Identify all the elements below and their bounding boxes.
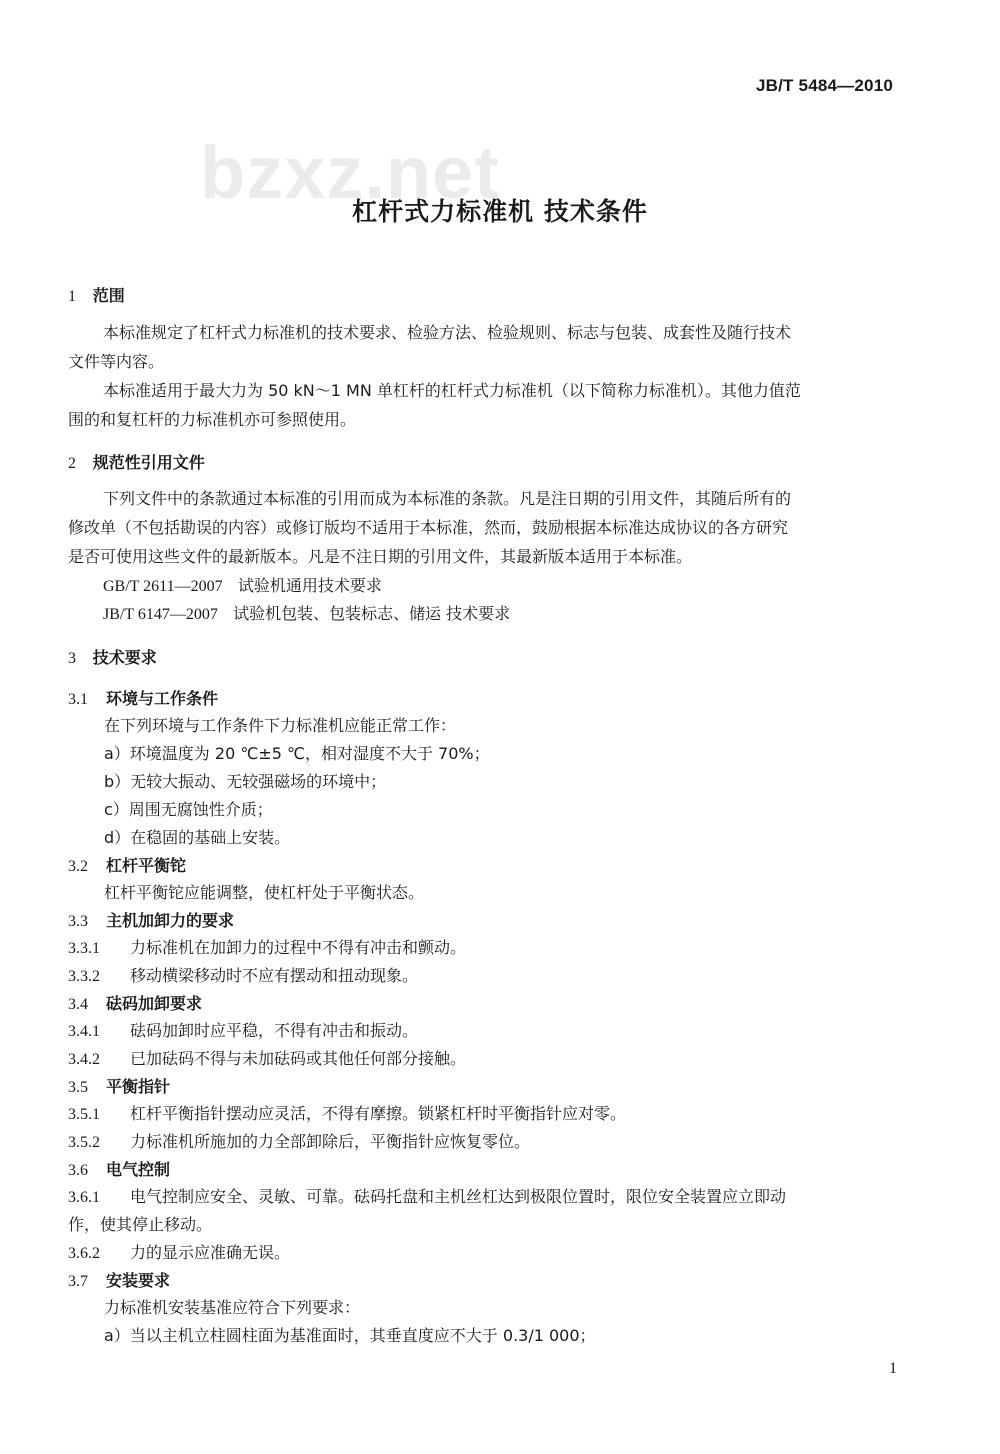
paragraph-line: 修改单（不包括勘误的内容）或修订版均不适用于本标准，然而，鼓励根据本标准达成协议的各方研究 bbox=[68, 518, 789, 537]
clause-number: 3.6 bbox=[68, 1162, 88, 1179]
clause-title: 安装要求 bbox=[106, 1271, 171, 1290]
reference-entry bbox=[68, 577, 935, 596]
paragraph-line: 在下列环境与工作条件下力标准机应能正常工作： bbox=[104, 716, 457, 735]
paragraph-line: 本标准适用于最大力为 50 kN～1 MN 单杠杆的杠杆式力标准机（以下简称力标准机）。其他力值范 bbox=[103, 381, 801, 400]
clause-text: 电气控制应安全、灵敏、可靠。砝码托盘和主机丝杠达到极限位置时，限位安全装置应立即动 bbox=[130, 1187, 787, 1206]
clause-text: 杠杆平衡指针摆动应灵活，不得有摩擦。锁紧杠杆时平衡指针应对零。 bbox=[130, 1104, 627, 1123]
clause-title: 平衡指针 bbox=[106, 1077, 171, 1096]
clause-title: 砝码加卸要求 bbox=[106, 994, 203, 1013]
list-item: b）无较大振动、无较强磁场的环境中； bbox=[104, 772, 387, 791]
section-1-heading bbox=[68, 287, 900, 306]
clause-text: 力的显示应准确无误。 bbox=[130, 1243, 291, 1262]
list-item: a）环境温度为 20 ℃±5 ℃，相对湿度不大于 70%； bbox=[104, 744, 490, 763]
page-number: 1 bbox=[889, 1360, 897, 1377]
clause-number: 3.2 bbox=[68, 858, 88, 875]
clause-text: 已加砝码不得与未加砝码或其他任何部分接触。 bbox=[130, 1049, 467, 1068]
subclause bbox=[68, 1050, 900, 1069]
paragraph-line: 围的和复杠杆的力标准机亦可参照使用。 bbox=[68, 410, 357, 429]
clause-number: 3.7 bbox=[68, 1273, 88, 1290]
clause-number: 3.1 bbox=[68, 691, 88, 708]
clause-number: 3.3.2 bbox=[68, 968, 100, 985]
clause-title: 环境与工作条件 bbox=[106, 689, 219, 708]
clause-heading bbox=[68, 690, 900, 709]
clause-heading bbox=[68, 1078, 900, 1097]
reference-entry bbox=[68, 605, 935, 624]
clause-number: 3.3 bbox=[68, 913, 88, 930]
clause-number: 3.5.1 bbox=[68, 1106, 100, 1123]
clause-title: 主机加卸力的要求 bbox=[106, 911, 235, 930]
subclause bbox=[68, 1188, 900, 1207]
watermark: bzxz.net bbox=[200, 131, 500, 214]
reference-code: GB/T 2611—2007 bbox=[103, 578, 223, 595]
clause-title: 杠杆平衡铊 bbox=[106, 856, 187, 875]
section-2-heading bbox=[68, 454, 900, 473]
section-title: 规范性引用文件 bbox=[92, 453, 205, 472]
subclause bbox=[68, 1244, 900, 1263]
reference-title: 试验机通用技术要求 bbox=[237, 576, 382, 595]
document-title: 杠杆式力标准机 技术条件 bbox=[352, 197, 648, 226]
paragraph-line: 是否可使用这些文件的最新版本。凡是不注日期的引用文件，其最新版本适用于本标准。 bbox=[68, 547, 693, 566]
section-number: 1 bbox=[68, 288, 76, 305]
clause-number: 3.6.1 bbox=[68, 1189, 100, 1206]
list-item: c）周围无腐蚀性介质； bbox=[104, 800, 273, 819]
paragraph-line: 作，使其停止移动。 bbox=[68, 1215, 213, 1234]
clause-heading bbox=[68, 857, 900, 876]
clause-number: 3.6.2 bbox=[68, 1245, 100, 1262]
subclause bbox=[68, 1133, 900, 1152]
clause-text: 力标准机所施加的力全部卸除后，平衡指针应恢复零位。 bbox=[130, 1132, 531, 1151]
paragraph-line: 力标准机安装基准应符合下列要求： bbox=[104, 1298, 361, 1317]
clause-heading bbox=[68, 1272, 900, 1291]
paragraph-line: 文件等内容。 bbox=[68, 352, 165, 371]
list-item: a）当以主机立柱圆柱面为基准面时，其垂直度应不大于 0.3/1 000； bbox=[104, 1326, 596, 1345]
section-title: 技术要求 bbox=[92, 648, 157, 667]
clause-number: 3.5.2 bbox=[68, 1134, 100, 1151]
clause-text: 砝码加卸时应平稳，不得有冲击和振动。 bbox=[130, 1021, 419, 1040]
standard-number: JB/T 5484—2010 bbox=[756, 76, 893, 95]
paragraph-line: 本标准规定了杠杆式力标准机的技术要求、检验方法、检验规则、标志与包装、成套性及随行技术 bbox=[103, 323, 792, 342]
section-number: 2 bbox=[68, 455, 76, 472]
clause-text: 移动横梁移动时不应有摆动和扭动现象。 bbox=[130, 966, 419, 985]
reference-code: JB/T 6147—2007 bbox=[103, 606, 218, 623]
section-number: 3 bbox=[68, 650, 76, 667]
paragraph-line: 下列文件中的条款通过本标准的引用而成为本标准的条款。凡是注日期的引用文件，其随后所有的 bbox=[103, 489, 792, 508]
subclause bbox=[68, 939, 900, 958]
reference-title: 试验机包装、包装标志、储运 技术要求 bbox=[233, 604, 511, 623]
list-item: d）在稳固的基础上安装。 bbox=[104, 828, 291, 847]
paragraph-line: 杠杆平衡铊应能调整，使杠杆处于平衡状态。 bbox=[104, 883, 425, 902]
clause-text: 力标准机在加卸力的过程中不得有冲击和颤动。 bbox=[130, 938, 467, 957]
clause-heading bbox=[68, 912, 900, 931]
clause-heading bbox=[68, 1161, 900, 1180]
subclause bbox=[68, 1105, 900, 1124]
section-title: 范围 bbox=[92, 286, 125, 305]
clause-heading bbox=[68, 995, 900, 1014]
subclause bbox=[68, 1022, 900, 1041]
clause-number: 3.4.2 bbox=[68, 1051, 100, 1068]
clause-title: 电气控制 bbox=[106, 1160, 171, 1179]
section-3-heading bbox=[68, 649, 900, 668]
clause-number: 3.4 bbox=[68, 996, 88, 1013]
clause-number: 3.4.1 bbox=[68, 1023, 100, 1040]
clause-number: 3.3.1 bbox=[68, 940, 100, 957]
subclause bbox=[68, 967, 900, 986]
clause-number: 3.5 bbox=[68, 1079, 88, 1096]
